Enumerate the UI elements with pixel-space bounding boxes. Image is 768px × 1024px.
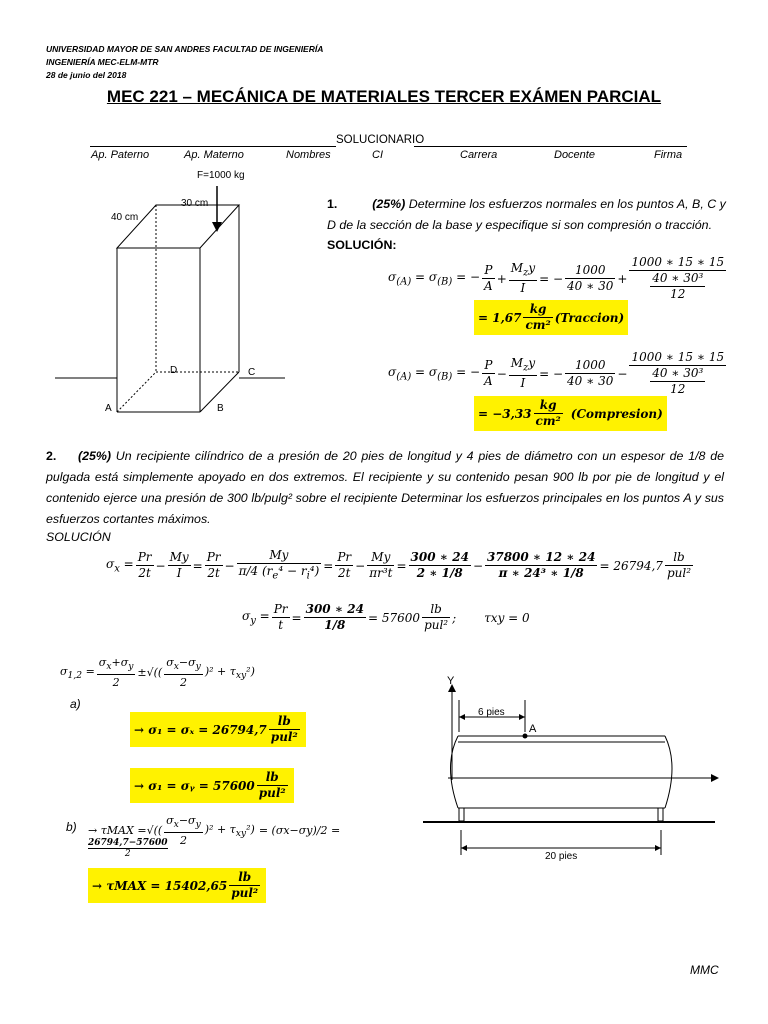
- sy-frac-num: 300 ∗ 24: [305, 602, 365, 616]
- eq2-frac2-den-top: 40 ∗ 30³: [652, 366, 704, 380]
- sy-unit-lb: lb: [430, 602, 442, 616]
- footer-initials: MMC: [690, 963, 719, 977]
- q1-equation-1: $\sigma_{(A)} = \sigma_{(B)}$ = − $\frac{P}{A}$ + $\frac{M_zy}{I}$ = − $\frac{1000}{40 ∗ 30}$ + $\frac{1000 ∗ 15 ∗ 15}{\frac{\text{40 ∗ 30³}}{12}}$: [388, 255, 725, 301]
- question-1: [327, 194, 727, 236]
- answer-tau-max: [88, 868, 266, 903]
- sy-unit-pul: pul²: [424, 618, 449, 632]
- solucionario-label: SOLUCIONARIO: [336, 134, 425, 146]
- ans1-unit-lb: lb: [277, 714, 291, 728]
- res2-note: (Compresion): [570, 406, 663, 421]
- field-ci: CI: [372, 149, 383, 161]
- question-2: [46, 446, 724, 530]
- part-b-label: b): [66, 820, 77, 834]
- field-ap-materno: Ap. Materno: [184, 149, 244, 161]
- ans3-unit-lb: lb: [238, 870, 252, 884]
- sigma-y-equation: $\sigma_y$ = $\frac{Pr}{t}$ = $\frac{300 ∗ 24}{1/8}$ = 57600 $\frac{lb}{\text{pul²}}$ ; τxy = 0: [242, 602, 530, 632]
- underline-left: [90, 146, 336, 147]
- sx-unit-lb: lb: [673, 550, 685, 565]
- eq1-frac2-den-bot: 12: [650, 286, 705, 302]
- university-line: UNIVERSIDAD MAYOR DE SAN ANDRES FACULTAD DE INGENIERÍA: [46, 44, 324, 54]
- eq2-frac2-den-bot: 12: [650, 381, 705, 397]
- res1-note: (Traccion): [554, 310, 625, 325]
- res1-unit-den: cm²: [525, 318, 551, 332]
- ans2-unit-pul: pul²: [258, 786, 286, 800]
- underline-right: [414, 146, 687, 147]
- eq2-frac2-num: 1000 ∗ 15 ∗ 15: [631, 350, 725, 364]
- tau-max-formula: → τMAX = √(( $\frac{\sigma_x-\sigma_y}{2}$ )$^2 + \tau_{xy}^2$) = (σx−σy)/2 =: [88, 814, 341, 848]
- res2-unit-num: kg: [539, 398, 557, 412]
- res2-unit-den: cm²: [535, 414, 561, 428]
- res1-value: = 1,67: [478, 310, 522, 325]
- sx-result: = 26794,7: [599, 558, 663, 573]
- q2-solucion: SOLUCIÓN: [46, 530, 111, 544]
- tau-expr: → τMAX =: [88, 824, 147, 838]
- faculty-line: INGENIERÍA MEC-ELM-MTR: [46, 57, 159, 67]
- dim-20-pies: 20 pies: [545, 851, 578, 862]
- ans1-unit-pul: pul²: [270, 730, 298, 744]
- width-label: 40 cm: [111, 212, 139, 223]
- dim-6-pies: 6 pies: [478, 707, 505, 718]
- eq1-frac2-den-top: 40 ∗ 30³: [652, 271, 704, 285]
- ans1-text: → σ₁ = σₓ = 26794,7: [134, 722, 267, 737]
- sx-frac-num: 300 ∗ 24: [410, 550, 469, 565]
- cylinder-figure: [415, 670, 725, 870]
- q1-text: Determine los esfuerzos normales en los puntos A, B, C y D de la sección de la base y especifique si son compresión o tracción.: [327, 197, 726, 232]
- sigma-x-equation: $\sigma_x$ = $\frac{Pr}{2t}$ − $\frac{My}{I}$ = $\frac{Pr}{2t}$ − $\frac{My}{\pi/4 (r_e^4 - r_i^4)}$ = $\frac{Pr}{2t}$ − $\frac{My}{\text{πr³t}}$ = $\frac{300 ∗ 24}{2 ∗ 1/8}$ − $\frac{37800 ∗ 12 ∗ 24}{\text{π ∗ 24³ ∗ 1/8}}$ = 26794,7 $\frac{lb}{\text{pul²}}$: [106, 548, 692, 582]
- field-nombres: Nombres: [286, 149, 331, 161]
- page-title: MEC 221 – MECÁNICA DE MATERIALES TERCER EXÁMEN PARCIAL: [106, 87, 662, 106]
- field-docente: Docente: [554, 149, 595, 161]
- point-a-cylinder: A: [529, 723, 537, 735]
- sx-unit-pul: pul²: [666, 566, 692, 581]
- principal-stress-formula: $\sigma_{1,2}$ = $\frac{\sigma_x+\sigma_y}{2}$ ± √(( $\frac{\sigma_x-\sigma_y}{2}$ )$^2 + \tau_{xy}^2$): [60, 656, 255, 690]
- exam-date: 28 de junio del 2018: [46, 70, 127, 80]
- q1-percent: (25%): [372, 197, 406, 211]
- q1-number: 1.: [327, 197, 338, 211]
- depth-label: 30 cm: [181, 198, 209, 209]
- ans2-unit-lb: lb: [265, 770, 279, 784]
- part-a-label: a): [70, 697, 81, 711]
- point-a-label: A: [105, 403, 112, 414]
- eq1-frac1-den: 40 ∗ 30: [567, 279, 614, 293]
- ans3-text: → τMAX = 15402,65: [92, 878, 228, 893]
- tau-eq-tail: = (σx−σy)/2 =: [258, 824, 341, 838]
- q2-text: Un recipiente cilíndrico de a presión de 20 pies de longitud y 4 pies de diámetro con un espesor de 1/8 de pulgada está simplemente apoyado en dos extremos. El recipiente y su contenido pesan 900 lb por pie de longitud y el contenido ejerce una presión de 300 lb/pulg² sobre el recipiente Determinar los esfuerzos principales en los puntos A y sus esfuerzos cortantes máximos.: [46, 449, 724, 526]
- answer-sigma2: [130, 768, 294, 803]
- point-d-label: D: [170, 365, 178, 376]
- q1-solucion: SOLUCIÓN:: [327, 238, 397, 252]
- answer-sigma1: [130, 712, 306, 747]
- tau-num: 26794,7−57600: [88, 838, 168, 848]
- tau-den: 2: [124, 849, 131, 859]
- ans3-unit-pul: pul²: [231, 886, 259, 900]
- res1-unit-num: kg: [529, 302, 547, 316]
- res2-value: = −3,33: [478, 406, 532, 421]
- q1-result-2: [474, 396, 667, 431]
- eq1-frac2-num: 1000 ∗ 15 ∗ 15: [631, 255, 725, 269]
- prism-figure: [45, 160, 305, 425]
- eq2-frac1-num: 1000: [574, 358, 606, 372]
- eq2-frac1-den: 40 ∗ 30: [567, 374, 614, 388]
- y-axis-label: Y: [447, 675, 455, 687]
- field-firma: Firma: [654, 149, 683, 161]
- ans2-text: → σ₁ = σᵧ = 57600: [134, 778, 255, 793]
- sy-result: = 57600: [368, 610, 421, 625]
- q1-equation-2: $\sigma_{(A)} = \sigma_{(B)}$ = − $\frac{P}{A}$ − $\frac{M_zy}{I}$ = − $\frac{1000}{40 ∗ 30}$ − $\frac{1000 ∗ 15 ∗ 15}{\frac{\text{40 ∗ 30³}}{12}}$: [388, 350, 725, 396]
- field-carrera: Carrera: [460, 149, 498, 161]
- eq1-frac1-num: 1000: [574, 263, 606, 277]
- force-label: F=1000 kg: [197, 170, 245, 181]
- q2-number: 2.: [46, 449, 57, 463]
- point-c-label: C: [248, 367, 256, 378]
- q1-result-1: [474, 300, 628, 335]
- sx-frac2-num: 37800 ∗ 12 ∗ 24: [487, 550, 596, 565]
- q2-percent: (25%): [77, 449, 111, 463]
- point-b-label: B: [217, 403, 224, 414]
- txy-value: τxy = 0: [484, 610, 530, 625]
- tau-fraction: [88, 838, 168, 859]
- field-ap-paterno: Ap. Paterno: [91, 149, 150, 161]
